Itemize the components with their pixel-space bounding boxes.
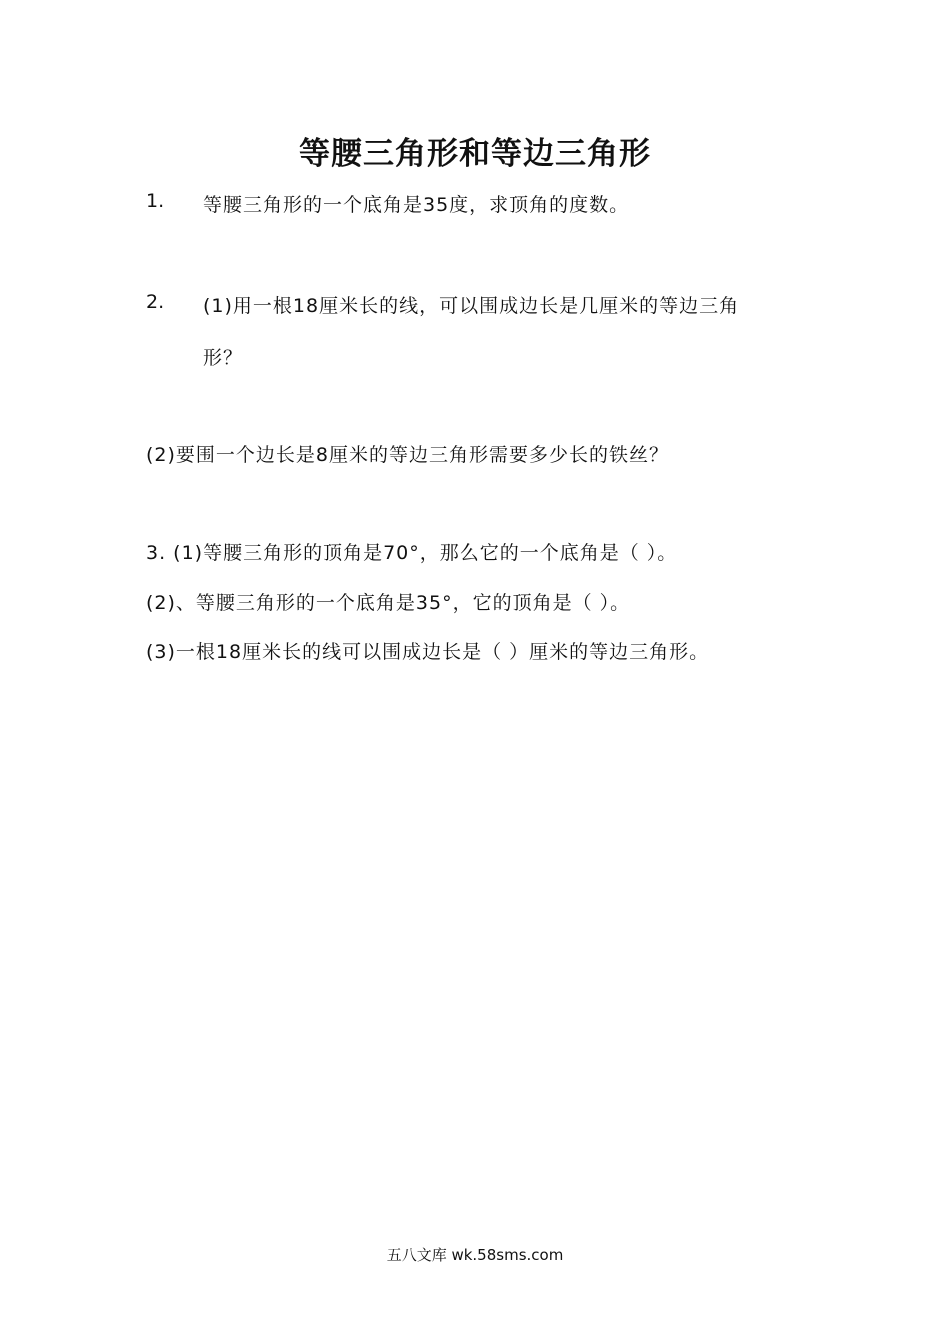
question-3-line-2: (2)、等腰三角形的一个底角是35°，它的顶角是（ ）。 bbox=[146, 592, 631, 614]
question-2-part-2: (2)要围一个边长是8厘米的等边三角形需要多少长的铁丝？ bbox=[146, 444, 670, 466]
question-1-text: 等腰三角形的一个底角是35度，求顶角的度数。 bbox=[203, 194, 630, 216]
question-1-number: 1. bbox=[146, 190, 165, 212]
question-3-line-1: 3. (1)等腰三角形的顶角是70°，那么它的一个底角是（ ）。 bbox=[146, 542, 678, 564]
page-title: 等腰三角形和等边三角形 bbox=[299, 136, 651, 172]
footer-watermark: 五八文库 wk.58sms.com bbox=[386, 1246, 564, 1264]
question-2-number: 2. bbox=[146, 291, 165, 313]
question-3-line-3: (3)一根18厘米长的线可以围成边长是（ ）厘米的等边三角形。 bbox=[146, 641, 710, 663]
question-2-part-1-line-2: 形？ bbox=[203, 347, 244, 369]
question-2-part-1-line-1: (1)用一根18厘米长的线，可以围成边长是几厘米的等边三角 bbox=[203, 295, 740, 317]
